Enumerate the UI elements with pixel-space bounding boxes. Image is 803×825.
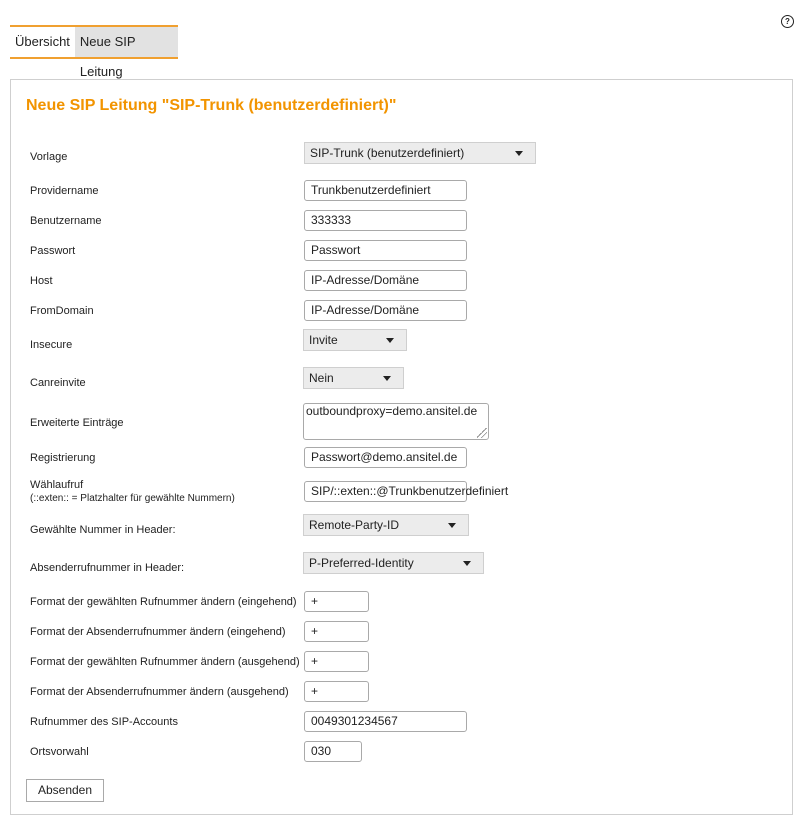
registrierung-input[interactable]: Passwort@demo.ansitel.de: [304, 447, 467, 468]
absenderrufnummer-header-select[interactable]: [303, 552, 484, 574]
format-absender-eingehend-label: Format der Absenderrufnummer ändern (eingehend): [30, 626, 286, 638]
insecure-label: Insecure: [30, 339, 73, 351]
canreinvite-select[interactable]: [303, 367, 404, 389]
gewaehlte-nummer-header-select[interactable]: [303, 514, 469, 536]
submit-button[interactable]: Absenden: [26, 779, 104, 802]
fromdomain-label: FromDomain: [30, 305, 94, 317]
providername-label: Providername: [30, 185, 99, 197]
chevron-down-icon: [515, 151, 523, 156]
gewaehlte-nummer-header-label: Gewählte Nummer in Header:: [30, 524, 176, 536]
absenderrufnummer-header-value: P-Preferred-Identity: [309, 556, 414, 570]
registrierung-label: Registrierung: [30, 452, 96, 464]
form-panel: [10, 79, 793, 815]
insecure-value: Invite: [309, 333, 338, 347]
chevron-down-icon: [463, 561, 471, 566]
fromdomain-input[interactable]: IP-Adresse/Domäne: [304, 300, 467, 321]
ortsvorwahl-input[interactable]: 030: [304, 741, 362, 762]
vorlage-label: Vorlage: [30, 151, 68, 163]
format-absender-ausgehend-label: Format der Absenderrufnummer ändern (ausgehend): [30, 686, 289, 698]
format-absender-ausgehend-input[interactable]: +: [304, 681, 369, 702]
waehlaufruf-input[interactable]: SIP/::exten::@Trunkbenutzerdefiniert: [304, 481, 467, 502]
format-gewaehlt-eingehend-input[interactable]: +: [304, 591, 369, 612]
gewaehlte-nummer-header-value: Remote-Party-ID: [309, 518, 400, 532]
erweiterte-eintraege-textarea[interactable]: [303, 403, 489, 440]
resize-grip-icon[interactable]: [477, 428, 487, 438]
ortsvorwahl-label: Ortsvorwahl: [30, 746, 89, 758]
canreinvite-value: Nein: [309, 371, 334, 385]
waehlaufruf-label: [30, 479, 235, 505]
chevron-down-icon: [448, 523, 456, 528]
rufnummer-sip-account-input[interactable]: 0049301234567: [304, 711, 467, 732]
passwort-label: Passwort: [30, 245, 76, 257]
providername-input[interactable]: Trunkbenutzerdefiniert: [304, 180, 467, 201]
waehlaufruf-label-text: Wählaufruf: [30, 479, 84, 491]
benutzername-input[interactable]: 333333: [304, 210, 467, 231]
waehlaufruf-sublabel: (::exten:: = Platzhalter für gewählte Nummern): [30, 493, 235, 504]
vorlage-value: SIP-Trunk (benutzerdefiniert): [310, 146, 465, 160]
erweiterte-eintraege-value: outboundproxy=demo.ansitel.de: [306, 404, 478, 418]
format-absender-eingehend-input[interactable]: +: [304, 621, 369, 642]
passwort-input[interactable]: Passwort: [304, 240, 467, 261]
chevron-down-icon: [383, 376, 391, 381]
format-gewaehlt-ausgehend-label: Format der gewählten Rufnummer ändern (ausgehend): [30, 656, 300, 668]
canreinvite-label: Canreinvite: [30, 377, 86, 389]
format-gewaehlt-ausgehend-input[interactable]: +: [304, 651, 369, 672]
vorlage-select[interactable]: [304, 142, 536, 164]
chevron-down-icon: [386, 338, 394, 343]
tab-neue-sip-leitung[interactable]: Neue SIP Leitung: [75, 27, 178, 57]
absenderrufnummer-header-label: Absenderrufnummer in Header:: [30, 562, 185, 574]
tab-uebersicht[interactable]: Übersicht: [10, 27, 75, 57]
host-input[interactable]: IP-Adresse/Domäne: [304, 270, 467, 291]
tab-bar: [10, 25, 178, 79]
rufnummer-sip-account-label: Rufnummer des SIP-Accounts: [30, 716, 178, 728]
erweiterte-eintraege-label: Erweiterte Einträge: [30, 417, 124, 429]
host-label: Host: [30, 275, 53, 287]
benutzername-label: Benutzername: [30, 215, 102, 227]
page-title: Neue SIP Leitung "SIP-Trunk (benutzerdefiniert)": [26, 97, 397, 114]
insecure-select[interactable]: [303, 329, 407, 351]
format-gewaehlt-eingehend-label: Format der gewählten Rufnummer ändern (eingehend): [30, 596, 297, 608]
help-circle-icon[interactable]: ?: [781, 15, 794, 28]
